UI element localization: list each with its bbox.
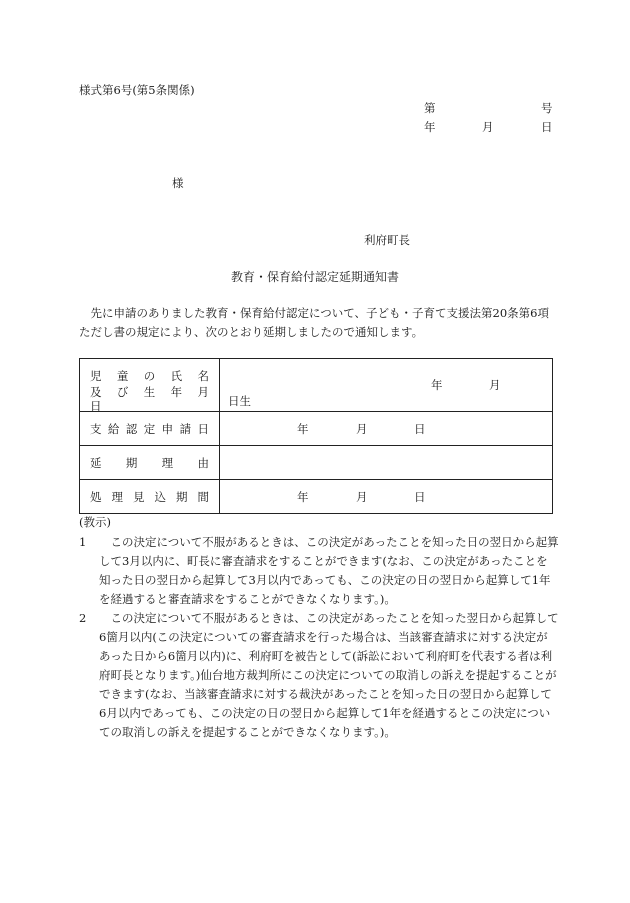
child-name-label: 児 童 の 氏 名 <box>90 369 209 383</box>
date-day-label: 日 <box>541 120 553 134</box>
child-name-birth-value-cell <box>220 359 553 412</box>
addressee-honorific: 様 <box>172 176 184 190</box>
application-day-label: 日 <box>414 422 426 436</box>
document-number-suffix: 号 <box>541 101 553 115</box>
reason-label-cell <box>80 446 220 480</box>
table-row-application <box>80 412 553 446</box>
application-month-label: 月 <box>356 422 368 436</box>
child-name-birth-label-cell <box>80 359 220 412</box>
notice-list <box>79 533 559 742</box>
application-date-label: 支給認定申請日 <box>90 421 209 436</box>
table-row-reason <box>80 446 553 480</box>
document-number-label: 第 <box>424 101 436 115</box>
period-value-cell <box>220 480 553 514</box>
period-year-label: 年 <box>297 490 309 504</box>
date-year-label: 年 <box>424 120 436 134</box>
notice-item-number: 1 <box>79 535 87 549</box>
period-month-label: 月 <box>356 490 368 504</box>
application-year-label: 年 <box>297 422 309 436</box>
period-label-cell <box>80 480 220 514</box>
notice-item-text: この決定について不服があるときは、この決定があったことを知った日の翌日から起算して3月以内に、町長に審査請求をすることができます(なお、この決定があったことを知った日の翌日から起算して3月以内であっても、この決定の日の翌日から起算して1年を経過すると審査請求をすることができなくなります。)。 <box>99 535 559 606</box>
reason-value-cell <box>220 446 553 480</box>
table-row-period <box>80 480 553 514</box>
notice-item <box>79 609 559 742</box>
date-month-label: 月 <box>482 120 494 134</box>
sender-name: 利府町長 <box>364 233 410 247</box>
info-table <box>79 358 553 514</box>
application-label-cell <box>80 412 220 446</box>
application-value-cell <box>220 412 553 446</box>
birth-day-suffix: 日生 <box>228 394 251 408</box>
postponement-reason-label: 延期理由 <box>90 455 209 470</box>
notice-item <box>79 533 559 609</box>
birth-month-label: 月 <box>489 378 501 392</box>
birth-year-label: 年 <box>431 378 443 392</box>
period-day-label: 日 <box>414 490 426 504</box>
birth-date-label: 及 び 生 年 月 日 <box>90 385 221 413</box>
notice-item-number: 2 <box>79 611 87 625</box>
document-title: 教育・保育給付認定延期通知書 <box>230 270 399 284</box>
form-number: 様式第6号(第5条関係) <box>79 83 195 97</box>
notice-heading: (教示) <box>79 515 111 529</box>
processing-period-label: 処理見込期間 <box>90 489 209 504</box>
notice-item-text: この決定について不服があるときは、この決定があったことを知った翌日から起算して6箇月以内(この決定についての審査請求を行った場合は、当該審査請求に対する決定があった日から6箇月以内)に、利府町を被告として(訴訟において利府町を代表する者は利府町長となります。)仙台地方裁判所にこの決定についての取消しの訴えを提起することができます(なお、当該審査請求に対する裁決があったことを知った日の翌日から起算して6月以内であっても、この決定の日の翌日から起算して1年を経過するとこの決定についての取消しの訴えを提起することができなくなります。)。 <box>99 611 559 739</box>
table-row-child <box>80 359 553 412</box>
body-text: 先に申請のありました教育・保育給付認定について、子ども・子育て支援法第20条第6項ただし書の規定により、次のとおり延期しましたので通知します。 <box>79 306 549 339</box>
